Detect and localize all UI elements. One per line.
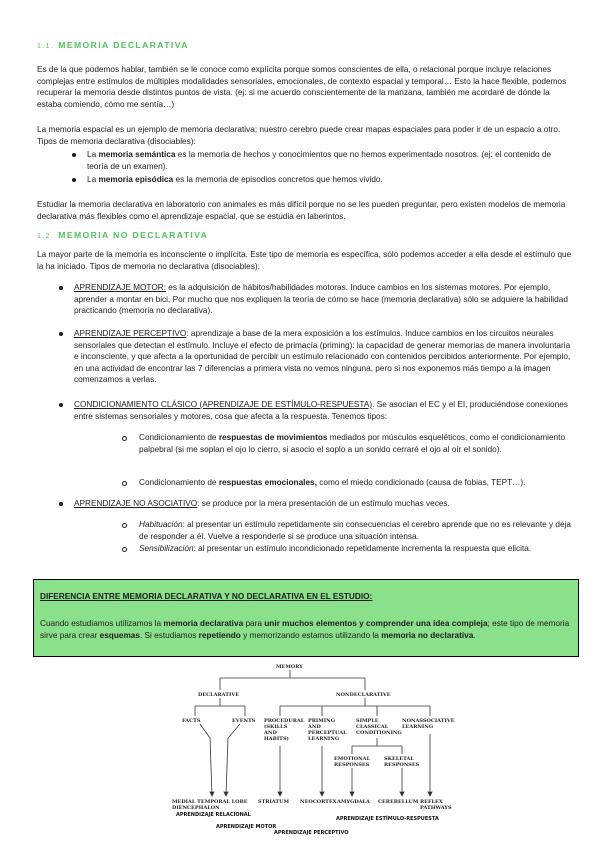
bullet-dot-icon <box>59 332 63 336</box>
paragraph-declarativa-intro: Es de la que podemos hablar, también se le conoce como explícita porque somos conscientes de ella, o relacional porque incluye relaciones complejas entre estímulos de múltiples modalidades sensoriales, emocionales, de contexto espacial y temporal… Esto la hace flexible, podemos recuperar la memoria desde distintos puntos de vista. (ej: si me acuerdo conscientemente de la manzana, también me acordaré de dónde la estaba comiendo, cómo me sentía…) <box>37 65 567 109</box>
section-heading-declarativa <box>37 40 189 50</box>
label-aprendizaje-motor: APRENDIZAJE MOTOR <box>216 824 277 830</box>
paragraph-memoria-espacial: La memoria espacial es un ejemplo de memoria declarativa; nuestro cerebro puede crear mapas espaciales para poder ir de un espacio a otro. Tipos de memoria declarativa (disociables): <box>37 125 561 146</box>
section-heading-no-declarativa <box>37 230 208 240</box>
list-item: La memoria semántica es la memoria de hechos y conocimientos que no hemos experimentado nosotros. (ej: el contenido de teoría de un examen). <box>87 149 573 172</box>
node-nonassociative: NONASSOCIATIVE LEARNING <box>402 718 455 730</box>
node-memory: MEMORY <box>276 664 303 670</box>
list-item: APRENDIZAJE NO ASOCIATIVO: se produce por la mera presentación de un estímulo muchas veces. <box>74 498 573 510</box>
bullet-dot-icon <box>72 178 76 182</box>
term-aprendizaje-no-asociativo: APRENDIZAJE NO ASOCIATIVO <box>74 499 198 508</box>
sub-list-item: Habituación: al presentar un estímulo repetidamente sin consecuencias el cerebro aprende que no es relevante y deja de responder a él. Vuelve a responderle si se produce una situación intensa. <box>139 519 573 542</box>
term-episodica: memoria episódica <box>98 175 174 184</box>
list-item: La memoria episódica es la memoria de episodios concretos que hemos vivido. <box>87 174 573 186</box>
term-respuestas-emocionales: respuestas emocionales, <box>218 478 317 487</box>
sub-list-item: Condicionamiento de respuestas de movimientos mediados por músculos esqueléticos, como el condicionamiento palpebral (si me soplan el ojo lo cierro, si asocio el soplo a un sonido cerraré el ojo al oír el sonido). <box>139 432 573 455</box>
paragraph-no-declarativa-intro: La mayor parte de la memoria es inconsciente o implícita. Este tipo de memoria es específica, sólo podemos acceder a ella desde el estímulo que la ha iniciado. Tipos de memoria no declarativa (disociables): <box>37 250 572 271</box>
bullet-circle-icon <box>122 436 127 441</box>
list-item: CONDICIONAMIENTO CLÁSICO (APRENDIZAJE DE ESTÍMULO-RESPUESTA). Se asocian el EC y el EI, produciéndose conexiones entre sistemas sensoriales y motores, cosa que afecta a la respuesta. Tenemos tipos: <box>74 399 573 422</box>
bullet-dot-icon <box>59 286 63 290</box>
node-skeletal: SKELETAL RESPONSES <box>384 756 420 768</box>
bullet-dot-icon <box>72 153 76 157</box>
bullet-dot-icon <box>59 403 63 407</box>
node-nondeclarative: NONDECLARATIVE <box>336 692 391 698</box>
label-aprendizaje-estimulo-respuesta: APRENDIZAJE ESTÍMULO-RESPUESTA <box>336 816 439 822</box>
node-neocortex: NEOCORTEX <box>300 799 337 805</box>
node-medial-temporal: MEDIAL TEMPORAL LOBE DIENCEPHALON <box>172 799 248 811</box>
callout-title: DIFERENCIA ENTRE MEMORIA DECLARATIVA Y NO DECLARATIVA EN EL ESTUDIO: <box>40 592 373 601</box>
node-priming: PRIMING AND PERCEPTUAL LEARNING <box>308 718 347 742</box>
node-facts: FACTS <box>182 718 201 724</box>
term-respuestas-movimientos: respuestas de movimientos <box>218 433 328 442</box>
callout-text: Cuando estudiamos utilizamos la memoria declarativa para unir muchos elementos y comprender una idea compleja; este tipo de memoria sirve para crear esquemas. Si estudiamos repetiendo y memorizando estamos utilizando la memoria no declarativa. <box>40 619 570 640</box>
bullet-dot-icon <box>59 502 63 506</box>
node-cerebellum: CEREBELLUM <box>378 799 419 805</box>
sub-list-item: Condicionamiento de respuestas emocionales, como el miedo condicionado (causa de fobias, TEPT…). <box>139 477 573 489</box>
node-events: EVENTS <box>232 718 256 724</box>
term-condicionamiento-clasico: CONDICIONAMIENTO CLÁSICO (APRENDIZAJE DE ESTÍMULO-RESPUESTA) <box>74 400 373 409</box>
term-semantica: memoria semántica <box>98 150 176 159</box>
callout-box <box>33 579 579 657</box>
node-emotional: EMOTIONAL RESPONSES <box>334 756 371 768</box>
label-aprendizaje-perceptivo: APRENDIZAJE PERCEPTIVO <box>274 830 349 836</box>
term-aprendizaje-motor: APRENDIZAJE MOTOR: <box>74 283 166 292</box>
bullet-circle-icon <box>122 481 127 486</box>
section-number: 1.2. <box>37 233 55 240</box>
memory-taxonomy-diagram <box>140 658 470 843</box>
section-number: 1.1. <box>37 43 55 50</box>
term-sensibilizacion: Sensibilización <box>139 544 194 553</box>
bullet-circle-icon <box>122 547 127 552</box>
node-simple-classical: SIMPLE CLASSICAL CONDITIONING <box>356 718 402 736</box>
node-amygdala: AMYGDALA <box>337 799 370 805</box>
list-item: APRENDIZAJE PERCEPTIVO: aprendizaje a base de la mera exposición a los estímulos. Induce cambios en los circuitos neurales sensoriales que detectan el estímulo. Incluye el efecto de primacía (priming): la capacidad de generar memorias de manera involuntaria e inconsciente, y que afecta a la oportunidad de percibir un estímulo relacionado con contenidos percibidos anteriormente. Por ejemplo, en una actividad de encontrar las 7 diferencias a primera vista no vemos ninguna, pero si nos exponemos más tiempo a la imagen comenzamos a verlas. <box>74 328 573 386</box>
sub-list-item: Sensibilización: al presentar un estímulo incondicionado repetidamente incrementa la respuesta que elicita. <box>139 543 573 555</box>
section-title: MEMORIA NO DECLARATIVA <box>58 230 209 240</box>
node-reflex: REFLEX PATHWAYS <box>420 799 452 811</box>
term-habituacion: Habituación <box>139 520 183 529</box>
node-procedural: PROCEDURAL (SKILLS AND HABITS) <box>264 718 305 742</box>
list-item: APRENDIZAJE MOTOR: es la adquisición de hábitos/habilidades motoras. Induce cambios en los sistemas motores. Por ejemplo, aprender a montar en bici. Por mucho que nos expliquen la teoría de cómo se hace (memoria declarativa) sólo se adquiere la habilidad practicando (memoria no declarativa). <box>74 282 573 317</box>
label-aprendizaje-relacional: APRENDIZAJE RELACIONAL <box>176 812 251 818</box>
node-striatum: STRIATUM <box>258 799 290 805</box>
node-declarative: DECLARATIVE <box>198 692 240 698</box>
term-aprendizaje-perceptivo: APRENDIZAJE PERCEPTIVO <box>74 329 187 338</box>
paragraph-laboratorio: Estudiar la memoria declarativa en laboratorio con animales es más difícil porque no se les pueden preguntar, pero existen modelos de memoria declarativa más flexibles como el aprendizaje espacial, que se estudia en laberintos. <box>37 200 566 221</box>
section-title: MEMORIA DECLARATIVA <box>58 40 189 50</box>
bullet-circle-icon <box>122 523 127 528</box>
